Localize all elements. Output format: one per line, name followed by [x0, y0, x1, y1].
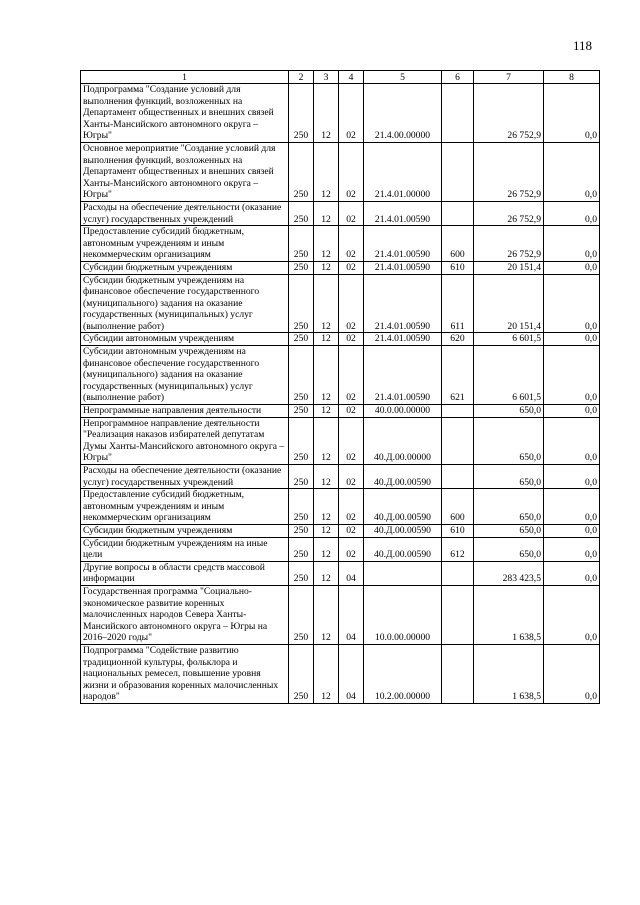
- expense-type-cell: 600: [442, 226, 474, 262]
- admin-code-cell: 250: [289, 585, 314, 644]
- subsection-cell: 02: [339, 333, 364, 346]
- subsection-cell: 04: [339, 561, 364, 585]
- amount-cell: 0,0: [544, 465, 600, 489]
- table-row: [81, 274, 600, 333]
- amount-cell: 650,0: [474, 465, 544, 489]
- table-row: [81, 142, 600, 201]
- admin-code-cell: 250: [289, 417, 314, 464]
- expense-type-cell: [442, 465, 474, 489]
- admin-code-cell: 250: [289, 84, 314, 143]
- target-article-cell: 40.Д.00.00590: [364, 537, 442, 561]
- amount-cell: 0,0: [544, 644, 600, 703]
- row-name-cell: Подпрограмма "Создание условий для выполнения функций, возложенных на Департамент общественных и внешних связей Ханты-Мансийского автономного округа – Югры": [81, 84, 289, 143]
- row-name-cell: Субсидии бюджетным учреждениям на финансовое обеспечение государственного (муниципального) задания на оказание государственных (муниципальных) услуг (выполнение работ): [81, 274, 289, 333]
- target-article-cell: 21.4.01.00590: [364, 346, 442, 405]
- section-cell: 12: [314, 142, 339, 201]
- admin-code-cell: 250: [289, 274, 314, 333]
- table-row: [81, 417, 600, 464]
- table-row: [81, 405, 600, 418]
- expense-type-cell: [442, 644, 474, 703]
- table-header-row: [81, 71, 600, 84]
- row-name-cell: Непрограммные направления деятельности: [81, 405, 289, 418]
- amount-cell: 0,0: [544, 561, 600, 585]
- subsection-cell: 02: [339, 537, 364, 561]
- section-cell: 12: [314, 561, 339, 585]
- amount-cell: 0,0: [544, 537, 600, 561]
- target-article-cell: 40.Д.00.00590: [364, 465, 442, 489]
- section-cell: 12: [314, 346, 339, 405]
- section-cell: 12: [314, 417, 339, 464]
- amount-cell: 0,0: [544, 142, 600, 201]
- subsection-cell: 02: [339, 261, 364, 274]
- subsection-cell: 02: [339, 524, 364, 537]
- column-header: 3: [314, 71, 339, 84]
- amount-cell: 0,0: [544, 585, 600, 644]
- table-row: [81, 201, 600, 225]
- amount-cell: 6 601,5: [474, 333, 544, 346]
- target-article-cell: 40.Д.00.00590: [364, 524, 442, 537]
- admin-code-cell: 250: [289, 405, 314, 418]
- amount-cell: 20 151,4: [474, 274, 544, 333]
- subsection-cell: 02: [339, 405, 364, 418]
- target-article-cell: 21.4.01.00590: [364, 261, 442, 274]
- table-row: [81, 465, 600, 489]
- section-cell: 12: [314, 489, 339, 525]
- column-header: 2: [289, 71, 314, 84]
- table-row: [81, 261, 600, 274]
- column-header: 8: [544, 71, 600, 84]
- target-article-cell: 10.0.00.00000: [364, 585, 442, 644]
- amount-cell: 20 151,4: [474, 261, 544, 274]
- column-header: 5: [364, 71, 442, 84]
- subsection-cell: 02: [339, 489, 364, 525]
- admin-code-cell: 250: [289, 226, 314, 262]
- target-article-cell: 40.0.00.00000: [364, 405, 442, 418]
- subsection-cell: 04: [339, 644, 364, 703]
- section-cell: 12: [314, 585, 339, 644]
- row-name-cell: Расходы на обеспечение деятельности (оказание услуг) государственных учреждений: [81, 465, 289, 489]
- row-name-cell: Субсидии бюджетным учреждениям: [81, 524, 289, 537]
- row-name-cell: Предоставление субсидий бюджетным, автономным учреждениям и иным некоммерческим организациям: [81, 226, 289, 262]
- row-name-cell: Основное мероприятие "Создание условий для выполнения функций, возложенных на Департамент общественных и внешних связей Ханты-Мансийского автономного округа – Югры": [81, 142, 289, 201]
- subsection-cell: 04: [339, 585, 364, 644]
- amount-cell: 650,0: [474, 405, 544, 418]
- page-number: 118: [572, 38, 592, 53]
- amount-cell: 26 752,9: [474, 142, 544, 201]
- table-row: [81, 333, 600, 346]
- amount-cell: 0,0: [544, 274, 600, 333]
- row-name-cell: Расходы на обеспечение деятельности (оказание услуг) государственных учреждений: [81, 201, 289, 225]
- expense-type-cell: [442, 585, 474, 644]
- target-article-cell: 21.4.01.00590: [364, 274, 442, 333]
- target-article-cell: 21.4.01.00590: [364, 333, 442, 346]
- row-name-cell: Государственная программа "Социально-экономическое развитие коренных малочисленных народов Севера Ханты-Мансийского автономного округа – Югры на 2016–2020 годы": [81, 585, 289, 644]
- admin-code-cell: 250: [289, 346, 314, 405]
- table-row: [81, 489, 600, 525]
- amount-cell: 0,0: [544, 261, 600, 274]
- target-article-cell: 21.4.01.00590: [364, 201, 442, 225]
- expense-type-cell: [442, 201, 474, 225]
- subsection-cell: 02: [339, 226, 364, 262]
- section-cell: 12: [314, 524, 339, 537]
- section-cell: 12: [314, 261, 339, 274]
- amount-cell: 26 752,9: [474, 226, 544, 262]
- expense-type-cell: 600: [442, 489, 474, 525]
- table-row: [81, 84, 600, 143]
- table-row: [81, 524, 600, 537]
- admin-code-cell: 250: [289, 537, 314, 561]
- amount-cell: 0,0: [544, 333, 600, 346]
- target-article-cell: [364, 561, 442, 585]
- section-cell: 12: [314, 274, 339, 333]
- amount-cell: 0,0: [544, 84, 600, 143]
- row-name-cell: Субсидии автономным учреждениям: [81, 333, 289, 346]
- amount-cell: 650,0: [474, 417, 544, 464]
- amount-cell: 650,0: [474, 524, 544, 537]
- target-article-cell: 21.4.01.00590: [364, 226, 442, 262]
- table-row: [81, 644, 600, 703]
- target-article-cell: 21.4.00.00000: [364, 84, 442, 143]
- admin-code-cell: 250: [289, 465, 314, 489]
- admin-code-cell: 250: [289, 261, 314, 274]
- row-name-cell: Субсидии автономным учреждениям на финансовое обеспечение государственного (муниципального) задания на оказание государственных (муниципальных) услуг (выполнение работ): [81, 346, 289, 405]
- expense-type-cell: 620: [442, 333, 474, 346]
- expense-type-cell: 610: [442, 261, 474, 274]
- section-cell: 12: [314, 226, 339, 262]
- admin-code-cell: 250: [289, 333, 314, 346]
- column-header: 6: [442, 71, 474, 84]
- column-header: 4: [339, 71, 364, 84]
- admin-code-cell: 250: [289, 142, 314, 201]
- row-name-cell: Субсидии бюджетным учреждениям: [81, 261, 289, 274]
- amount-cell: 0,0: [544, 226, 600, 262]
- subsection-cell: 02: [339, 346, 364, 405]
- subsection-cell: 02: [339, 417, 364, 464]
- target-article-cell: 21.4.01.00000: [364, 142, 442, 201]
- section-cell: 12: [314, 465, 339, 489]
- target-article-cell: 40.Д.00.00590: [364, 489, 442, 525]
- table-row: [81, 561, 600, 585]
- amount-cell: 0,0: [544, 417, 600, 464]
- expense-type-cell: [442, 84, 474, 143]
- admin-code-cell: 250: [289, 489, 314, 525]
- amount-cell: 0,0: [544, 346, 600, 405]
- expense-type-cell: 611: [442, 274, 474, 333]
- expense-type-cell: [442, 142, 474, 201]
- amount-cell: 6 601,5: [474, 346, 544, 405]
- amount-cell: 0,0: [544, 524, 600, 537]
- table-row: [81, 346, 600, 405]
- row-name-cell: Непрограммное направление деятельности "Реализация наказов избирателей депутатам Думы Ханты-Мансийского автономного округа – Югры": [81, 417, 289, 464]
- target-article-cell: 40.Д.00.00000: [364, 417, 442, 464]
- subsection-cell: 02: [339, 274, 364, 333]
- row-name-cell: Другие вопросы в области средств массовой информации: [81, 561, 289, 585]
- section-cell: 12: [314, 333, 339, 346]
- row-name-cell: Предоставление субсидий бюджетным, автономным учреждениям и иным некоммерческим организациям: [81, 489, 289, 525]
- expense-type-cell: [442, 561, 474, 585]
- table-row: [81, 585, 600, 644]
- row-name-cell: Субсидии бюджетным учреждениям на иные цели: [81, 537, 289, 561]
- section-cell: 12: [314, 537, 339, 561]
- amount-cell: 26 752,9: [474, 84, 544, 143]
- expense-type-cell: [442, 417, 474, 464]
- subsection-cell: 02: [339, 465, 364, 489]
- section-cell: 12: [314, 201, 339, 225]
- admin-code-cell: 250: [289, 644, 314, 703]
- amount-cell: 0,0: [544, 489, 600, 525]
- amount-cell: 650,0: [474, 537, 544, 561]
- section-cell: 12: [314, 84, 339, 143]
- subsection-cell: 02: [339, 201, 364, 225]
- section-cell: 12: [314, 405, 339, 418]
- amount-cell: 1 638,5: [474, 644, 544, 703]
- subsection-cell: 02: [339, 84, 364, 143]
- expense-type-cell: 610: [442, 524, 474, 537]
- column-header: 7: [474, 71, 544, 84]
- target-article-cell: 10.2.00.00000: [364, 644, 442, 703]
- budget-table: [80, 70, 600, 704]
- expense-type-cell: 621: [442, 346, 474, 405]
- admin-code-cell: 250: [289, 561, 314, 585]
- row-name-cell: Подпрограмма "Содействие развитию традиционной культуры, фольклора и национальных ремесел, повышение уровня жизни и образования коренных малочисленных народов": [81, 644, 289, 703]
- column-header: 1: [81, 71, 289, 84]
- amount-cell: 283 423,5: [474, 561, 544, 585]
- section-cell: 12: [314, 644, 339, 703]
- expense-type-cell: 612: [442, 537, 474, 561]
- admin-code-cell: 250: [289, 201, 314, 225]
- expense-type-cell: [442, 405, 474, 418]
- amount-cell: 0,0: [544, 201, 600, 225]
- amount-cell: 0,0: [544, 405, 600, 418]
- table-row: [81, 537, 600, 561]
- amount-cell: 26 752,9: [474, 201, 544, 225]
- admin-code-cell: 250: [289, 524, 314, 537]
- table-row: [81, 226, 600, 262]
- subsection-cell: 02: [339, 142, 364, 201]
- amount-cell: 1 638,5: [474, 585, 544, 644]
- amount-cell: 650,0: [474, 489, 544, 525]
